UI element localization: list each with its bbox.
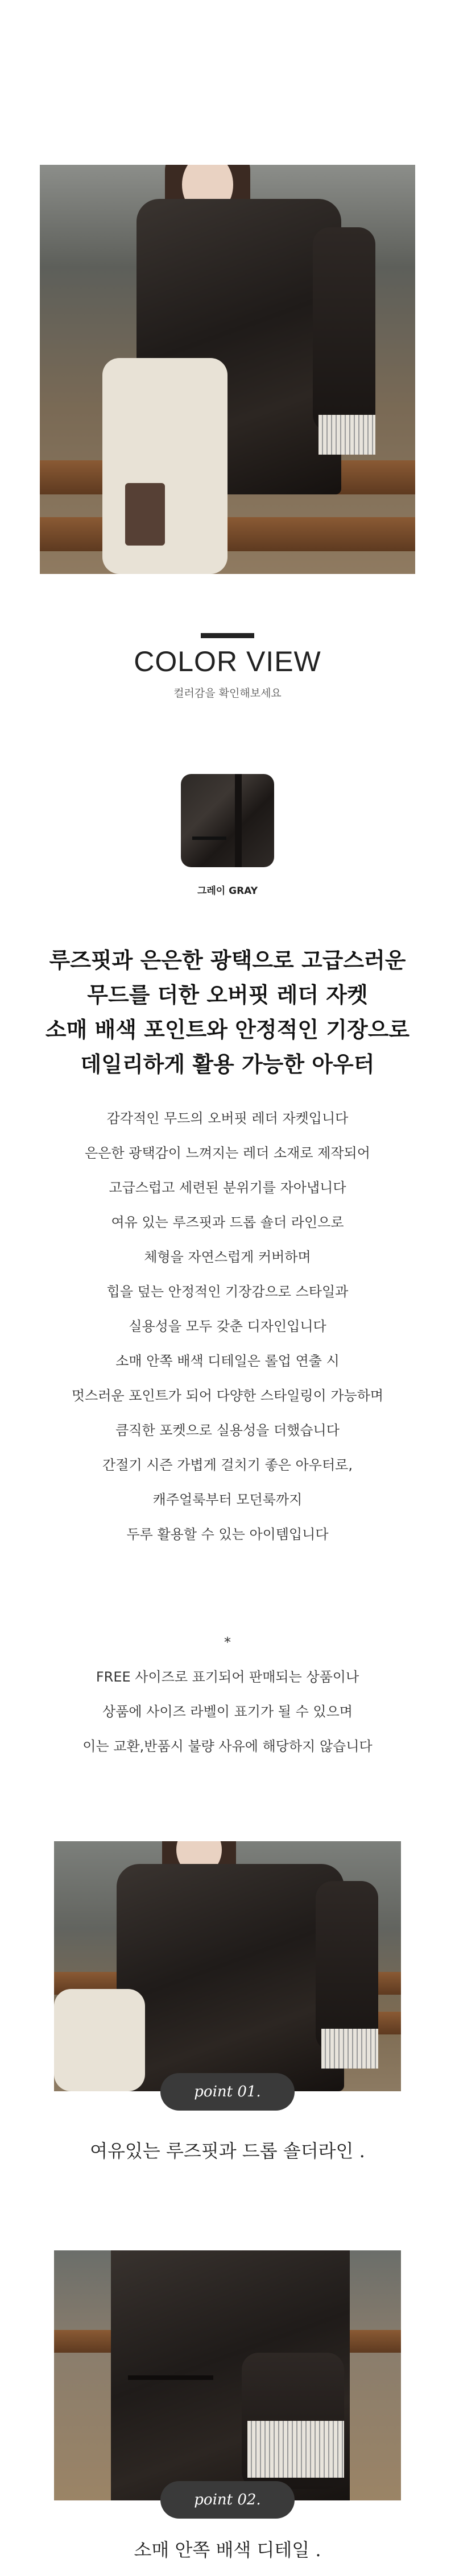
jacket-pocket — [128, 2375, 213, 2380]
point-01-badge: point 01. — [160, 2073, 295, 2111]
model-pants — [54, 1989, 145, 2091]
product-headline — [0, 943, 455, 1082]
hero-product-photo — [40, 165, 415, 574]
point-01-photo — [54, 1841, 401, 2091]
sleeve-cuff-detail — [321, 2029, 378, 2069]
description-line: 간절기 시즌 가볍게 걸치기 좋은 아우터로, — [102, 1457, 353, 1473]
wooden-bench — [40, 517, 415, 551]
description-line: 여유 있는 루즈핏과 드롭 숄더 라인으로 — [111, 1214, 344, 1230]
headline-line: 루즈핏과 은은한 광택으로 고급스러운 — [49, 948, 406, 973]
description-line: 큼직한 포켓으로 실용성을 더했습니다 — [115, 1422, 340, 1438]
drink-cup — [125, 483, 165, 546]
jacket-sleeve — [313, 227, 375, 432]
description-line: 소매 안쪽 배색 디테일은 롤업 연출 시 — [115, 1353, 340, 1369]
notice-line: 이는 교환,반품시 불량 사유에 해당하지 않습니다 — [82, 1738, 373, 1754]
section-subtitle: 컬러감을 확인해보세요 — [173, 687, 282, 700]
color-swatch-gray[interactable] — [181, 774, 274, 867]
leather-jacket — [117, 1864, 344, 2091]
point-02-photo — [54, 2250, 401, 2500]
notice-line: FREE 사이즈로 표기되어 판매되는 상품이나 — [96, 1669, 359, 1685]
headline-line: 무드를 더한 오버핏 레더 자켓 — [87, 983, 368, 1008]
headline-line: 데일리하게 활용 가능한 아우터 — [80, 1052, 375, 1077]
point-01-caption: 여유있는 루즈핏과 드롭 숄더라인 . — [90, 2140, 365, 2162]
section-divider-bar — [201, 633, 254, 638]
description-line: 멋스러운 포인트가 되어 다양한 스타일링이 가능하며 — [71, 1388, 384, 1404]
point-02-caption: 소매 안쪽 배색 디테일 . — [134, 2539, 321, 2561]
jacket-sleeve — [316, 1881, 378, 2051]
point-02-badge: point 02. — [160, 2481, 295, 2519]
notice-line: * — [224, 1634, 231, 1650]
product-description — [0, 1101, 455, 1552]
description-line: 은은한 광택감이 느껴지는 레더 소재로 제작되어 — [85, 1145, 370, 1161]
description-line: 두루 활용할 수 있는 아이템입니다 — [126, 1526, 329, 1542]
model-pants — [102, 358, 228, 574]
description-line: 실용성을 모두 갖춘 디자인입니다 — [129, 1318, 326, 1334]
notice-line: 상품에 사이즈 라벨이 표기가 될 수 있으며 — [102, 1704, 353, 1720]
description-line: 캐주얼룩부터 모던룩까지 — [152, 1492, 303, 1508]
sleeve-cuff-detail — [318, 415, 375, 455]
color-swatch-label: 그레이 GRAY — [197, 885, 258, 897]
section-title: COLOR VIEW — [134, 646, 321, 677]
description-line: 고급스럽고 세련된 분위기를 자아냅니다 — [109, 1180, 346, 1196]
headline-line: 소매 배색 포인트와 안정적인 기장으로 — [45, 1017, 410, 1042]
description-line: 체형을 자연스럽게 커버하며 — [144, 1249, 311, 1265]
sleeve-cuff-detail — [247, 2421, 344, 2478]
size-notice — [0, 1625, 455, 1764]
description-line: 힙을 덮는 안정적인 기장감으로 스타일과 — [106, 1284, 349, 1300]
description-line: 감각적인 무드의 오버핏 레더 자켓입니다 — [106, 1110, 349, 1126]
